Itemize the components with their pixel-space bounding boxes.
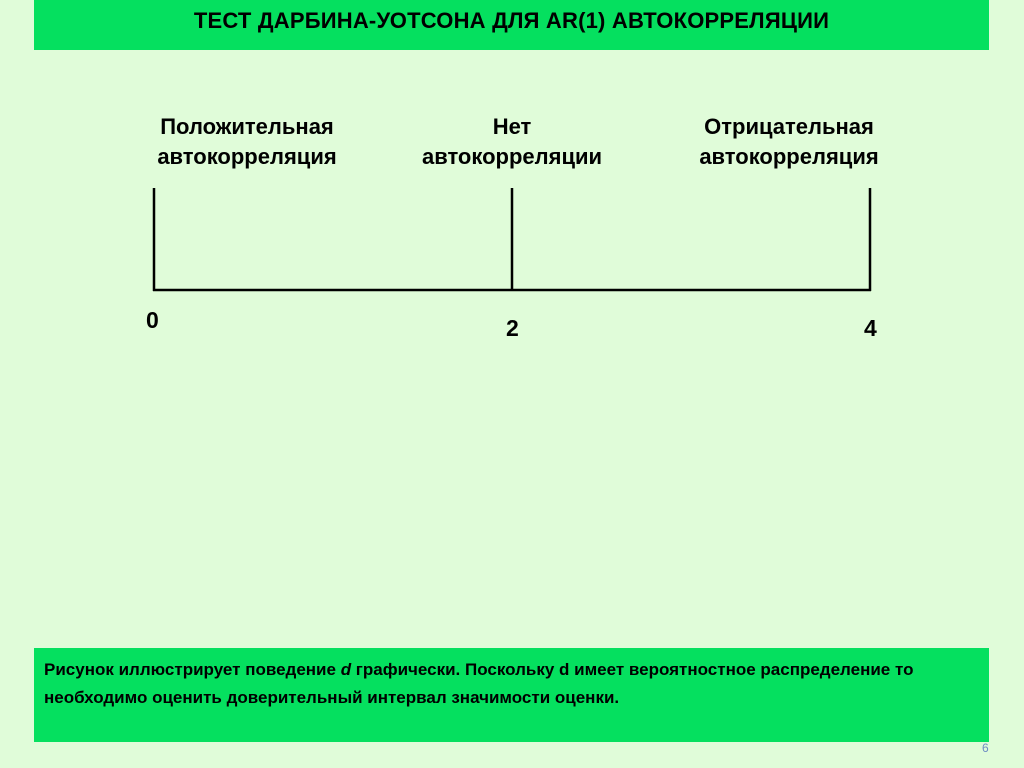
slide-title: ТЕСТ ДАРБИНА-УОТСОНА ДЛЯ AR(1) АВТОКОРРЕЛЯЦИИ [193, 8, 830, 33]
region-label-none-line2: автокорреляции [421, 144, 603, 169]
tick-label-2: 2 [506, 315, 519, 341]
note-box [34, 648, 989, 742]
note-text [44, 656, 979, 712]
region-label-none-line1: Нет [492, 114, 532, 139]
tick-label-0: 0 [146, 307, 159, 333]
region-label-positive-line1: Положительная [160, 114, 334, 139]
page-number: 6 [982, 741, 989, 755]
region-label-positive-line2: автокорреляция [157, 144, 337, 169]
region-label-negative-line2: автокорреляция [699, 144, 879, 169]
note-variable-d: d [340, 660, 352, 679]
tick-label-4: 4 [864, 315, 877, 341]
note-text-part1: Рисунок иллюстрирует поведение [44, 660, 341, 679]
region-label-negative-line1: Отрицательная [704, 114, 874, 139]
note-text-part2: графически. Поскольку d имеет вероятностное распределение то необходимо оценить доверительный интервал значимости оценки. [44, 660, 914, 707]
